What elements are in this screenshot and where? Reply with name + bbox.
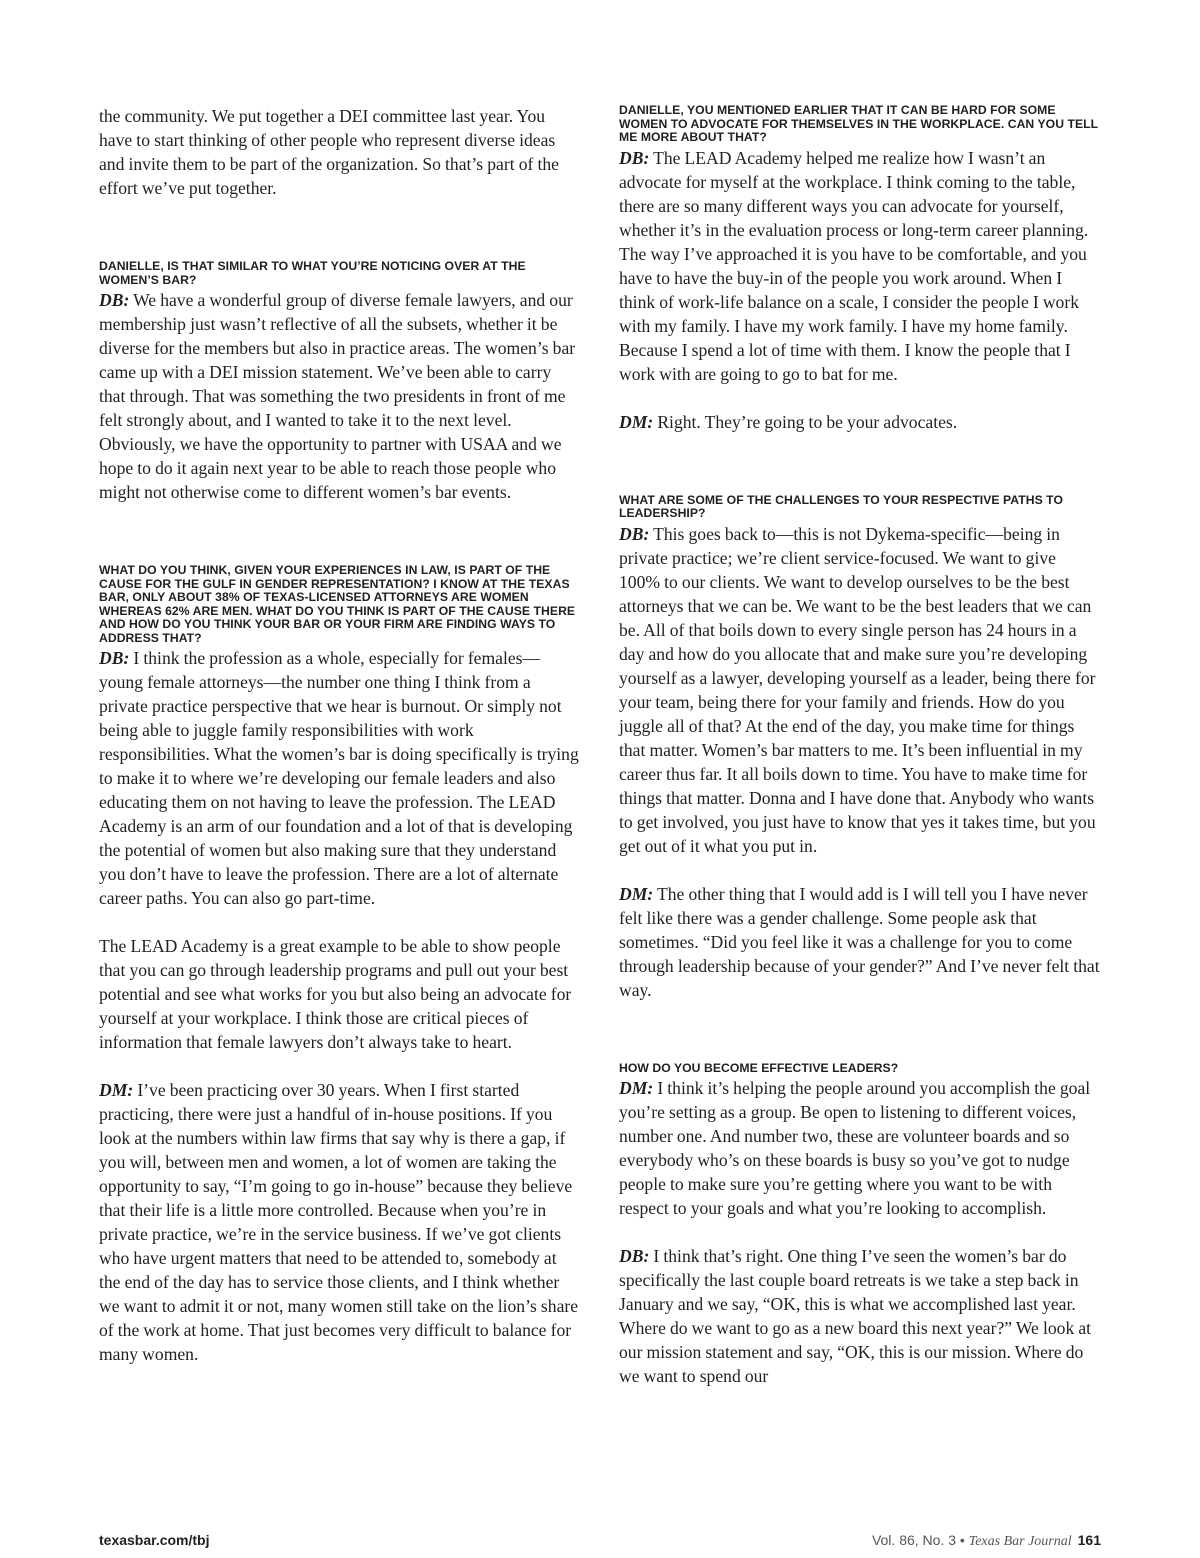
speaker-label: DB: <box>619 1246 650 1266</box>
footer-issue <box>872 1532 1101 1550</box>
answer-paragraph <box>619 146 1101 386</box>
right-column <box>619 104 1101 1388</box>
footer-bullet: • <box>959 1532 965 1548</box>
interview-question: WHAT DO YOU THINK, GIVEN YOUR EXPERIENCES IN LAW, IS PART OF THE CAUSE FOR THE GULF IN GENDER REPRESENTATION? I KNOW AT THE TEXAS BAR, ONLY ABOUT 38% OF TEXAS-LICENSED ATTORNEYS ARE WOMEN WHEREAS 62% ARE MEN. WHAT DO YOU THINK IS PART OF THE CAUSE THERE AND HOW DO YOU THINK YOUR BAR OR YOUR FIRM ARE FINDING WAYS TO ADDRESS THAT? <box>99 563 576 645</box>
speaker-label: DB: <box>99 648 130 668</box>
interview-question: WHAT ARE SOME OF THE CHALLENGES TO YOUR RESPECTIVE PATHS TO LEADERSHIP? <box>619 492 1063 520</box>
answer-text: The LEAD Academy helped me realize how I wasn’t an advocate for myself at the workplace. I think coming to the table, there are so many different ways you can advocate for yourself, whether it’s in the evaluation process or long-term career planning. The way I’ve approached it is you have to be comfortable, and you have to have the buy-in of the people you work around. When I think of work-life balance on a scale, I consider the people I work with my family. I have my work family. I have my home family. Because I spend a lot of time with them. I know the people that I work with are going to go to bat for me. <box>619 147 1089 384</box>
answer-paragraph <box>619 1076 1101 1220</box>
page-number: 161 <box>1077 1532 1101 1548</box>
interview-question: HOW DO YOU BECOME EFFECTIVE LEADERS? <box>619 1060 899 1075</box>
answer-paragraph <box>99 288 581 504</box>
answer-text: I’ve been practicing over 30 years. When I first started practicing, there were just a handful of in-house positions. If you look at the numbers within law firms that say why is there a gap, if you will, between men and women, a lot of women are taking the opportunity to say, “I’m going to go in-house” because they believe that their life is a little more controlled. Because when you’re in private practice, we’re in the service business. If we’ve got clients who have urgent matters that need to be attended to, somebody at the end of the day has to service those clients, and I think whether we want to admit it or not, many women still take on the lion’s share of the work at home. That just becomes very difficult to balance for many women. <box>99 1080 579 1364</box>
speaker-label: DM: <box>99 1080 134 1100</box>
paragraph: The LEAD Academy is a great example to be able to show people that you can go through leadership programs and pull out your best potential and see what works for you but also being an advocate for yourself at your workplace. I think those are critical pieces of information that female lawyers don’t always take to heart. <box>99 936 572 1052</box>
answer-text: Right. They’re going to be your advocates. <box>653 411 958 432</box>
speaker-label: DB: <box>619 523 650 544</box>
speaker-label: DM: <box>619 1078 654 1098</box>
answer-paragraph <box>99 1078 581 1366</box>
footer-journal-title: Texas Bar Journal <box>968 1534 1072 1549</box>
footer-url: texasbar.com/tbj <box>99 1532 210 1548</box>
answer-text: I think that’s right. One thing I’ve seen the women’s bar do specifically the last couple board retreats is we take a step back in January and we say, “OK, this is what we accomplished last year. Where do we want to go as a new board this next year?” We look at our mission statement and say, “OK, this is our mission. Where do we want to spend our <box>619 1246 1092 1386</box>
answer-paragraph <box>619 882 1101 1002</box>
answer-paragraph <box>619 410 1101 434</box>
answer-paragraph <box>99 646 581 910</box>
speaker-label: DB: <box>99 290 130 310</box>
answer-paragraph <box>619 1244 1101 1388</box>
speaker-label: DM: <box>619 883 654 904</box>
speaker-label: DB: <box>619 147 650 168</box>
left-column <box>99 104 581 1366</box>
interview-question: DANIELLE, IS THAT SIMILAR TO WHAT YOU’RE NOTICING OVER AT THE WOMEN’S BAR? <box>99 259 526 287</box>
paragraph: the community. We put together a DEI committee last year. You have to start thinking of other people who represent diverse ideas and invite them to be part of the organization. So that’s part of the effort we’ve put together. <box>99 106 559 198</box>
footer-volume: Vol. 86, No. 3 <box>871 1532 957 1548</box>
answer-text: This goes back to—this is not Dykema-specific—being in private practice; we’re client service-focused. We want to give 100% to our clients. We want to develop ourselves to be the best attorneys that we can be. We want to be the best leaders that we can be. All of that boils down to every single person has 24 hours in a day and how do you allocate that and make sure you’re developing yourself as a lawyer, developing yourself as a leader, being there for your team, being there for your family and friends. How do you juggle all of that? At the end of the day, you make time for things that matter. Women’s bar matters to me. It’s been influential in my career thus far. It all boils down to time. You have to make time for things that matter. Donna and I have done that. Anybody who wants to get involved, you just have to know that yes it takes time, but you get out of it what you put in. <box>619 523 1096 856</box>
answer-text: We have a wonderful group of diverse female lawyers, and our membership just wasn’t reflective of all the subsets, whether it be diverse for the members but also in practice areas. The women’s bar came up with a DEI mission statement. We’ve been able to carry that through. That was something the two presidents in front of me felt strongly about, and I wanted to take it to the next level. Obviously, we have the opportunity to partner with USAA and we hope to do it again next year to be able to reach those people who might not otherwise come to different women’s bar events. <box>99 290 576 502</box>
interview-question: DANIELLE, YOU MENTIONED EARLIER THAT IT CAN BE HARD FOR SOME WOMEN TO ADVOCATE FOR THEMSELVES IN THE WORKPLACE. CAN YOU TELL ME MORE ABOUT THAT? <box>619 103 1098 144</box>
answer-text: I think it’s helping the people around you accomplish the goal you’re setting as a group. Be open to listening to different voices, number one. And number two, these are volunteer boards and so everybody who’s on these boards is busy so you’ve got to nudge people to make sure you’re getting where you want to be with respect to your goals and what you’re looking to accomplish. <box>619 1078 1091 1218</box>
answer-text: The other thing that I would add is I will tell you I have never felt like there was a gender challenge. Some people ask that sometimes. “Did you feel like it was a challenge for you to come through leadership because of your gender?” And I’ve never felt that way. <box>619 883 1100 1000</box>
speaker-label: DM: <box>619 411 654 432</box>
answer-text: I think the profession as a whole, especially for females—young female attorneys—the number one thing I think from a private practice perspective that we hear is burnout. Or simply not being able to juggle family responsibilities with work responsibilities. What the women’s bar is doing specifically is trying to make it to where we’re developing our female leaders and also educating them on not having to leave the profession. The LEAD Academy is an arm of our foundation and a lot of that is developing the potential of women but also making sure that they understand you don’t have to leave the profession. There are a lot of alternate career paths. You can also go part-time. <box>99 648 579 908</box>
answer-paragraph <box>619 522 1101 858</box>
page-footer <box>99 1532 1101 1552</box>
